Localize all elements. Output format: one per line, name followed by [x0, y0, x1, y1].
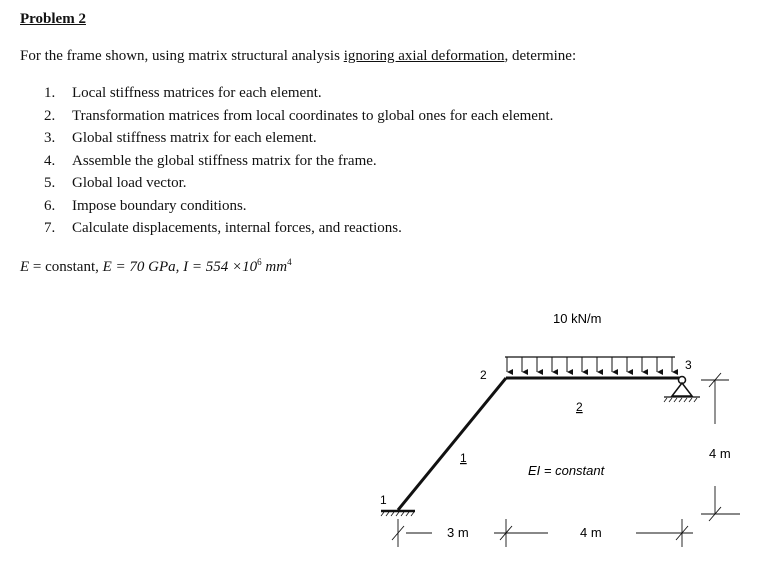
constant-text: = constant, — [29, 259, 103, 275]
unit-mm: mm — [261, 259, 288, 275]
exponent-6: 6 — [257, 257, 262, 267]
pin-hatching — [664, 398, 697, 402]
intro-after: , determine: — [504, 48, 577, 64]
dimension-3m-label: 3 m — [447, 525, 469, 540]
hatch-line — [674, 398, 677, 402]
step-text: Calculate displacements, internal forces, and reactions. — [72, 220, 402, 236]
e-symbol: E — [20, 259, 30, 275]
hatch-line — [401, 512, 404, 516]
node-1-label: 1 — [380, 493, 387, 507]
intro-underlined: ignoring axial deformation — [343, 48, 505, 64]
pin-triangle — [672, 383, 692, 396]
hatch-line — [406, 512, 409, 516]
step-number: 7. — [44, 220, 56, 236]
node-3-label: 3 — [685, 358, 692, 372]
horizontal-dimension — [392, 519, 693, 547]
step-number: 4. — [44, 152, 56, 169]
step-text: Global load vector. — [72, 175, 187, 191]
step-text: Transformation matrices from local coordinates to global ones for each element. — [72, 107, 554, 124]
load-label: 10 kN/m — [553, 311, 602, 326]
load-arrows — [507, 357, 672, 372]
dimension-4m-vertical-label: 4 m — [709, 446, 731, 461]
modulus-values: E = 70 GPa, I = 554 ×10 — [102, 259, 258, 275]
step-number: 3. — [44, 130, 56, 146]
problem-title: Problem 2 — [20, 11, 86, 27]
step-text: Impose boundary conditions. — [72, 197, 247, 214]
step-text: Local stiffness matrices for each element. — [72, 85, 322, 101]
hatch-line — [664, 398, 667, 402]
step-number: 6. — [44, 197, 56, 214]
hatch-line — [679, 398, 682, 402]
exponent-4: 4 — [287, 257, 292, 267]
element-2-label: 2 — [576, 400, 583, 414]
distributed-load — [505, 357, 675, 372]
hatch-line — [381, 512, 384, 516]
hatch-line — [684, 398, 687, 402]
dimension-4m-horizontal-label: 4 m — [580, 525, 602, 540]
element-1-label: 1 — [460, 451, 467, 465]
hatch-line — [396, 512, 399, 516]
hatch-line — [386, 512, 389, 516]
hatch-line — [689, 398, 692, 402]
hatch-line — [694, 398, 697, 402]
intro-before: For the frame shown, using matrix structural analysis — [20, 48, 344, 64]
ei-label: EI = constant — [528, 463, 605, 478]
node-2-label: 2 — [480, 368, 487, 382]
pin-support — [664, 377, 700, 403]
fixed-support — [381, 511, 415, 516]
hatch-line — [411, 512, 414, 516]
step-number: 1. — [44, 85, 56, 101]
hatch-line — [669, 398, 672, 402]
step-number: 2. — [44, 107, 56, 124]
step-text: Global stiffness matrix for each element. — [72, 130, 317, 146]
element-1-member — [398, 378, 506, 510]
support-hatching — [381, 512, 414, 516]
step-number: 5. — [44, 175, 56, 191]
step-text: Assemble the global stiffness matrix for the frame. — [72, 152, 377, 169]
hatch-line — [391, 512, 394, 516]
